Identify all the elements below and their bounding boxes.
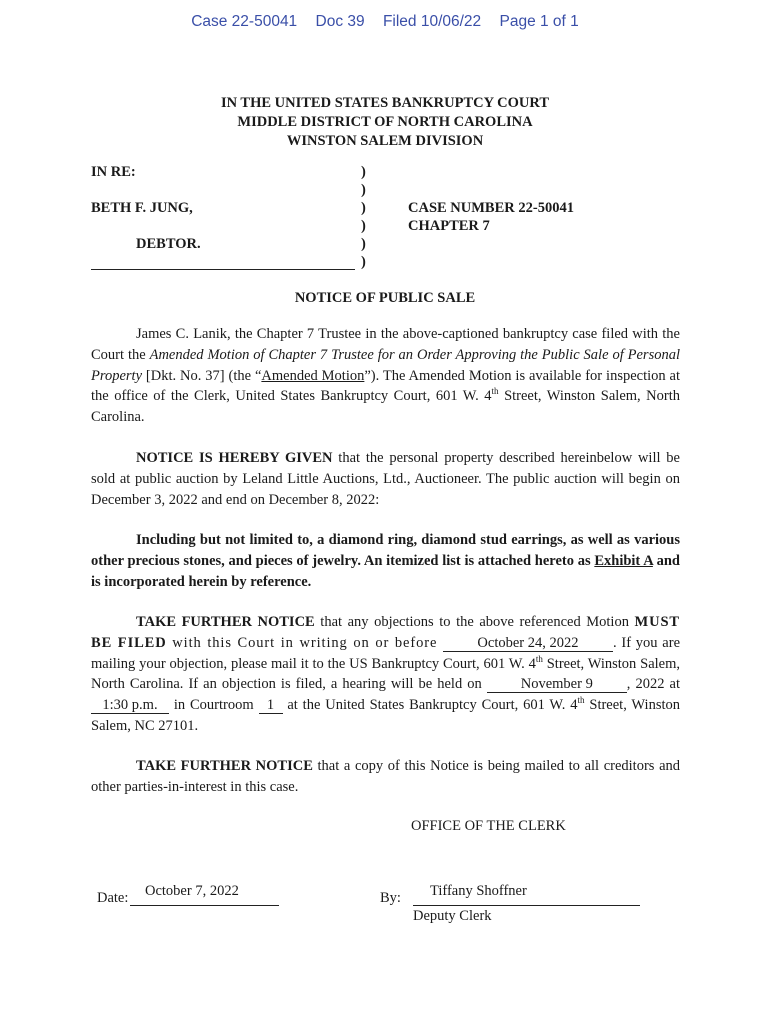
page-number-stamp: Page 1 of 1 (499, 13, 579, 30)
hearing-date-field: November 9 (487, 677, 627, 693)
paragraph-property: Including but not limited to, a diamond ring, diamond stud earrings, as well as various other precious stones, and pieces of jewelry. An itemized list is attached hereto as Exhibit A and is incorporated herein by reference. (91, 532, 680, 590)
objection-deadline-field: October 24, 2022 (443, 636, 613, 652)
further-notice-heading: TAKE FURTHER NOTICE (136, 758, 313, 774)
caption-chapter: CHAPTER 7 (408, 218, 490, 234)
motion-title: Amended Motion of Chapter 7 Trustee for an Order Approving the Public Sale of Personal Property (91, 346, 680, 384)
caption-paren: ) (361, 218, 366, 234)
court-district: MIDDLE DISTRICT OF NORTH CAROLINA (237, 114, 533, 130)
must-be-filed: MUST BE FILED (91, 614, 681, 651)
defined-term: Amended Motion (261, 367, 365, 384)
caption-debtor-label: DEBTOR. (136, 236, 201, 252)
paragraph-objections: TAKE FURTHER NOTICE that any objections to the above referenced Motion MUST BE FILED with this Court in writing on or before October 24, 2022 . If you are mailing your objection, please mail it to the US Bankruptcy Court, 601 W. 4th Street, Winston Salem, North Carolina. If an objection is filed, a hearing will be held on November 9 , 2022 at 1:30 p.m. in Courtroom 1 at the United States Bankruptcy Court, 601 W. 4th Street, Winston Salem, NC 27101. (91, 614, 681, 734)
document-title: NOTICE OF PUBLIC SALE (294, 290, 476, 306)
doc-number-stamp: Doc 39 (315, 13, 365, 30)
clerk-title: Deputy Clerk (413, 908, 492, 924)
caption-paren: ) (361, 164, 366, 180)
further-notice-heading: TAKE FURTHER NOTICE (136, 614, 315, 630)
office-of-clerk: OFFICE OF THE CLERK (411, 818, 566, 834)
by-label: By: (380, 890, 401, 906)
filed-date-stamp: Filed 10/06/22 (382, 13, 482, 30)
courtroom-field: 1 (259, 698, 283, 714)
paragraph-notice-given: NOTICE IS HEREBY GIVEN that the personal property described hereinbelow will be sold at public auction by Leland Little Auctions, Ltd., Auctioneer. The public auction will begin on December 3, 2022 and end on December 8, 2022: (91, 450, 680, 508)
date-signature-line (130, 905, 279, 906)
ecf-header (0, 13, 770, 31)
court-heading (0, 94, 770, 151)
caption-paren: ) (361, 182, 366, 198)
hearing-time-field: 1:30 p.m. (91, 698, 169, 714)
case-number-stamp: Case 22-50041 (191, 13, 298, 30)
court-name: IN THE UNITED STATES BANKRUPTCY COURT (220, 95, 550, 111)
exhibit-a-reference: Exhibit A (594, 552, 653, 569)
clerk-signature-line (413, 905, 640, 906)
caption-paren: ) (361, 254, 366, 270)
caption-in-re: IN RE: (91, 164, 136, 180)
caption-paren: ) (361, 200, 366, 216)
notice-given-heading: NOTICE IS HEREBY GIVEN (136, 450, 333, 466)
court-division: WINSTON SALEM DIVISION (286, 133, 484, 149)
signed-date: October 7, 2022 (145, 883, 239, 899)
paragraph-mailing: TAKE FURTHER NOTICE that a copy of this Notice is being mailed to all creditors and other parties-in-interest in this case. (91, 758, 681, 795)
caption-paren: ) (361, 236, 366, 252)
caption-case-number: CASE NUMBER 22-50041 (408, 200, 574, 216)
caption-debtor-name: BETH F. JUNG, (91, 200, 193, 216)
caption-rule (91, 269, 355, 270)
date-label: Date: (97, 890, 129, 906)
clerk-signature-name: Tiffany Shoffner (430, 883, 527, 899)
paragraph-intro: James C. Lanik, the Chapter 7 Trustee in the above-captioned bankruptcy case filed with the Court the Amended Motion of Chapter 7 Trustee for an Order Approving the Public Sale of Personal Property [Dkt. No. 37] (the “Amended Motion”). The Amended Motion is available for inspection at the office of the Clerk, United States Bankruptcy Court, 601 W. 4th Street, Winston Salem, North Carolina. (91, 326, 681, 426)
